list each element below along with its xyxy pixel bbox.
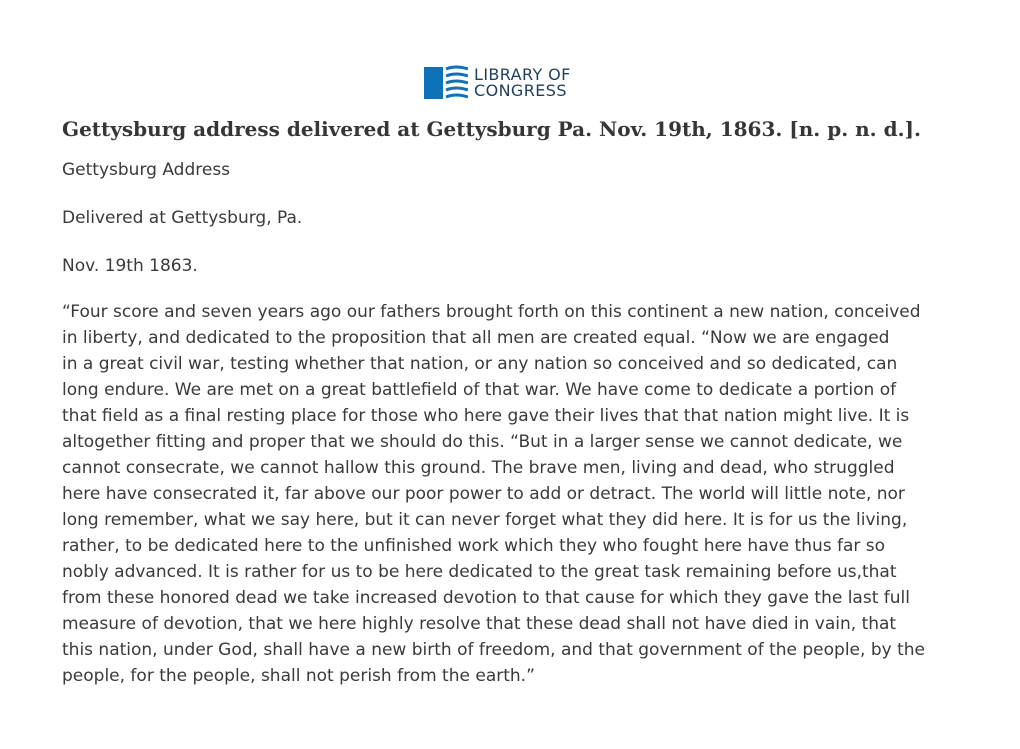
body-line: long remember, what we say here, but it can never forget what they did here. It is for us the living, bbox=[62, 510, 908, 530]
document-title: Gettysburg address delivered at Gettysburg Pa. Nov. 19th, 1863. [n. p. n. d.]. bbox=[62, 117, 921, 141]
document-subtitle: Gettysburg Address bbox=[62, 160, 231, 180]
body-line: here have consecrated it, far above our poor power to add or detract. The world will little note, nor bbox=[62, 484, 905, 504]
body-line: in liberty, and dedicated to the proposition that all men are created equal. “Now we are engaged bbox=[62, 328, 890, 348]
document-date: Nov. 19th 1863. bbox=[62, 256, 198, 276]
body-line: this nation, under God, shall have a new birth of freedom, and that government of the people, by the bbox=[62, 640, 925, 660]
body-line: “Four score and seven years ago our fathers brought forth on this continent a new nation, conceived bbox=[62, 302, 921, 322]
body-line: altogether fitting and proper that we should do this. “But in a larger sense we cannot dedicate, we bbox=[62, 432, 903, 452]
body-line: measure of devotion, that we here highly resolve that these dead shall not have died in vain, that bbox=[62, 614, 897, 634]
logo-line-1: LIBRARY OF bbox=[474, 65, 571, 84]
body-line: that field as a final resting place for those who here gave their lives that that nation might live. It is bbox=[62, 406, 910, 426]
body-line: from these honored dead we take increased devotion to that cause for which they gave the last full bbox=[62, 588, 910, 608]
body-line: cannot consecrate, we cannot hallow this ground. The brave men, living and dead, who struggled bbox=[62, 458, 895, 478]
library-of-congress-logo bbox=[424, 64, 571, 102]
body-line: rather, to be dedicated here to the unfinished work which they who fought here have thus far so bbox=[62, 536, 886, 556]
body-line: in a great civil war, testing whether that nation, or any nation so conceived and so dedicated, can bbox=[62, 354, 898, 374]
body-line: people, for the people, shall not perish from the earth.” bbox=[62, 666, 535, 686]
logo-line-2: CONGRESS bbox=[474, 81, 567, 100]
address-body-text bbox=[62, 299, 962, 689]
body-line: nobly advanced. It is rather for us to be here dedicated to the great task remaining before us,that bbox=[62, 562, 897, 582]
logo-wordmark bbox=[474, 67, 571, 99]
document-place: Delivered at Gettysburg, Pa. bbox=[62, 208, 303, 228]
body-line: long endure. We are met on a great battlefield of that war. We have come to dedicate a portion of bbox=[62, 380, 897, 400]
book-pages-icon bbox=[424, 64, 468, 102]
